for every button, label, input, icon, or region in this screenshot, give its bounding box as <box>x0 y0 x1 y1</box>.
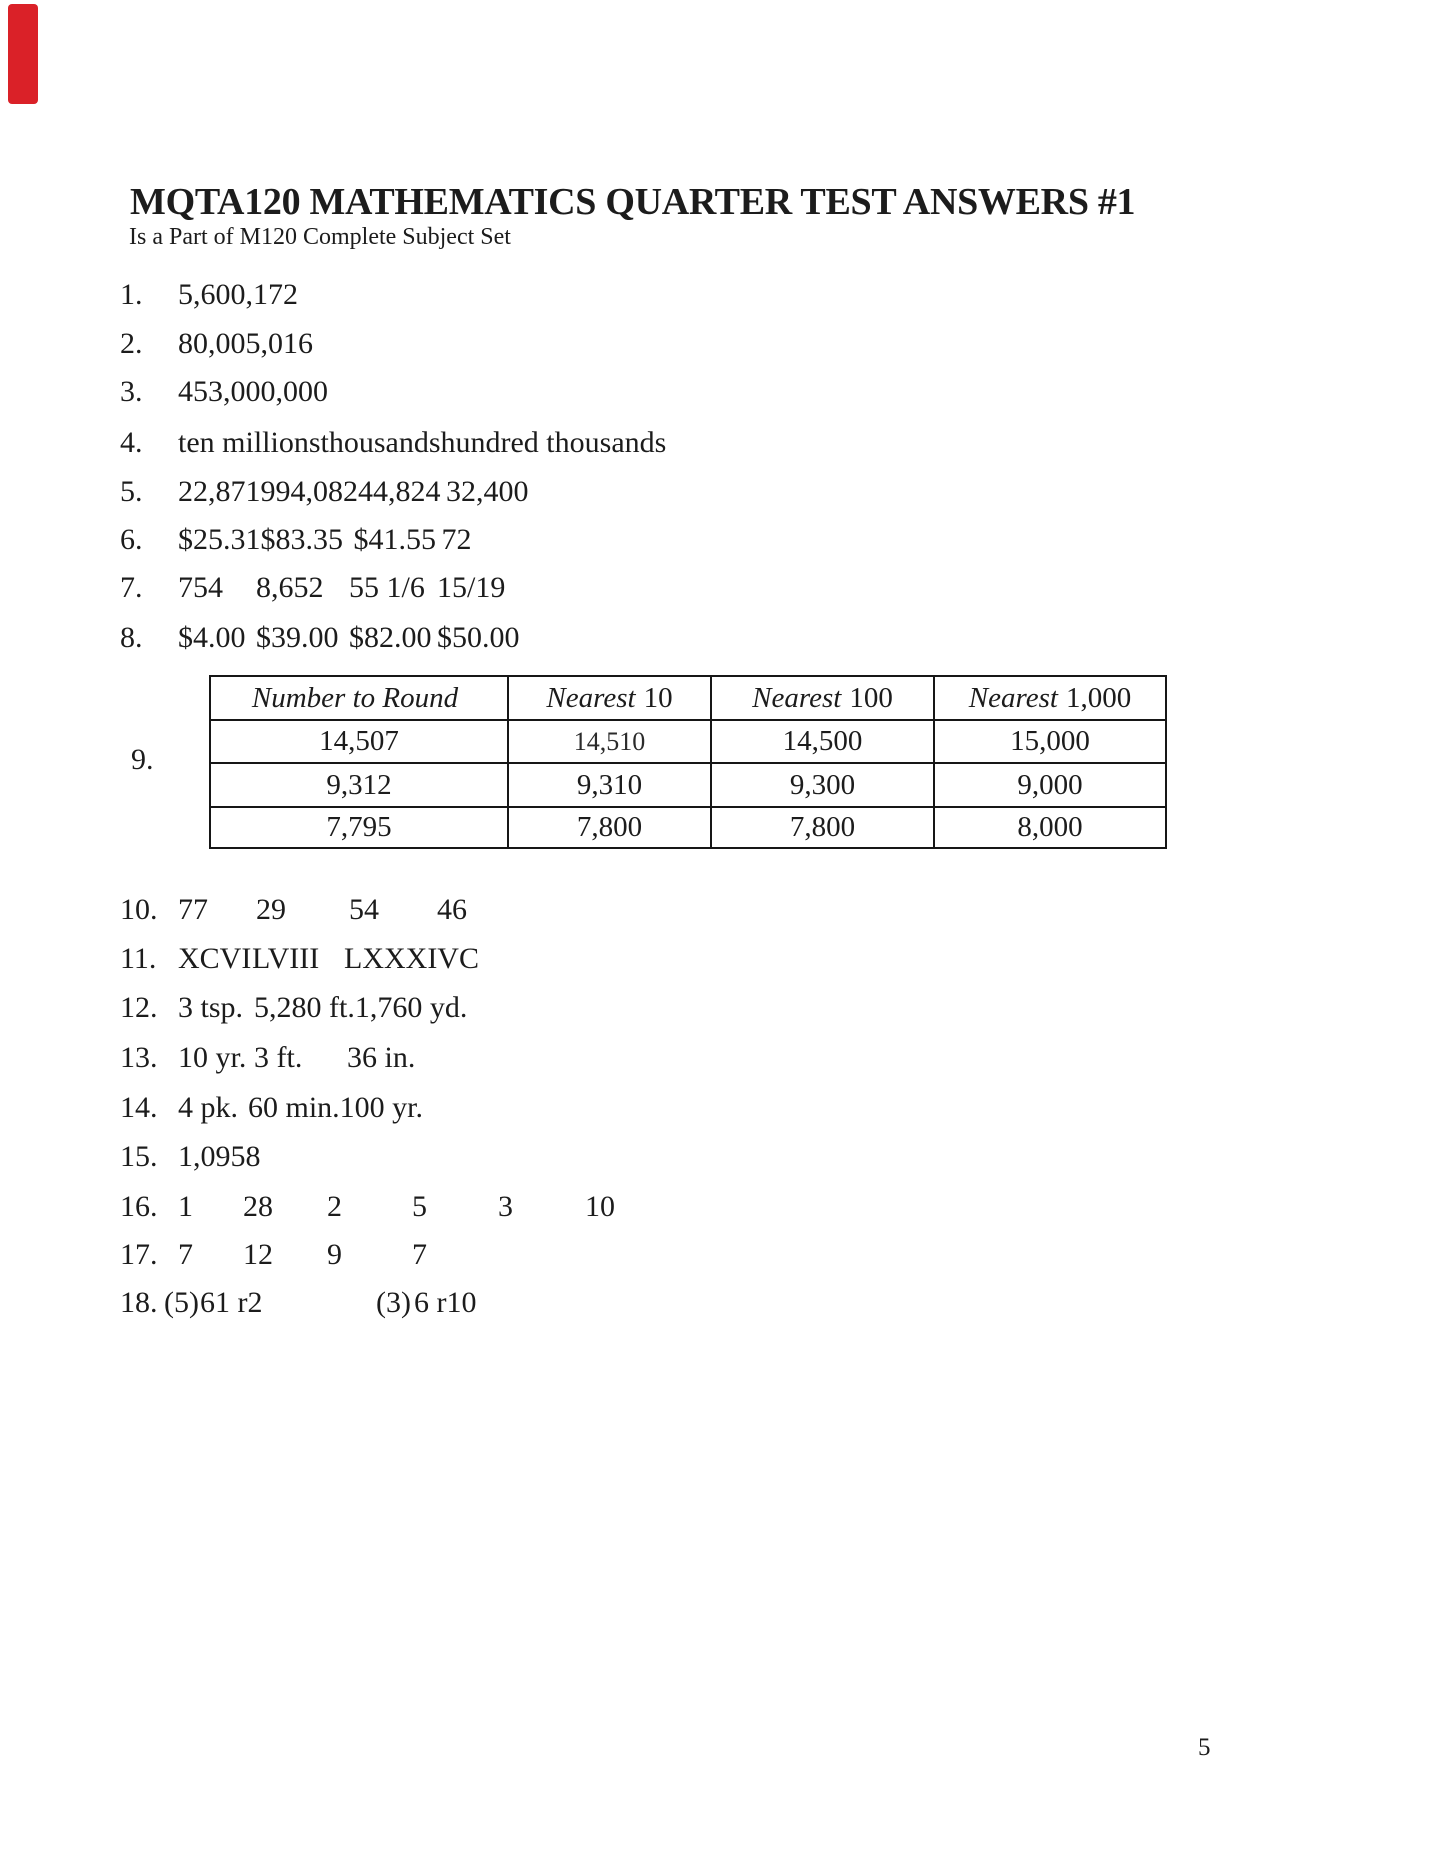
answer-value: $83.35 <box>260 523 343 556</box>
answer-value: 22,871 <box>178 475 261 508</box>
rounding-table-header: Number to Round <box>210 676 508 720</box>
answer-value: 9 <box>327 1238 342 1271</box>
answer-value: hundred thousands <box>440 426 667 459</box>
answer-value: 2 <box>327 1190 342 1223</box>
table-cell: 14,507 <box>210 720 508 763</box>
answer-value: 77 <box>178 893 208 926</box>
table-cell: 7,800 <box>508 807 711 848</box>
page-title: MQTA120 MATHEMATICS QUARTER TEST ANSWERS #1 <box>130 181 1136 223</box>
answer-row-5 <box>120 468 529 516</box>
table-cell: 7,800 <box>711 807 934 848</box>
answer-value: XCVI <box>178 942 252 975</box>
answer-number: 4. <box>120 426 143 459</box>
answer-value: 1,095 <box>178 1140 246 1173</box>
answer-value: 36 in. <box>347 1041 416 1074</box>
answer-number: 13. <box>120 1041 158 1074</box>
answer-value: 61 r2 <box>200 1286 263 1319</box>
answer-row-18 <box>120 1279 477 1327</box>
rounding-table-row <box>210 720 1166 763</box>
table-cell: 9,310 <box>508 763 711 807</box>
answer-row-11 <box>120 935 479 983</box>
answer-value: 32,400 <box>446 475 529 508</box>
answer-value: 994,082 <box>260 475 358 508</box>
rounding-table-row <box>210 763 1166 807</box>
answer-row-15 <box>120 1133 261 1181</box>
answer-value: 8,652 <box>256 571 324 604</box>
answer-row-1 <box>120 271 298 319</box>
answer-value: 10 yr. <box>178 1041 247 1074</box>
table-cell: 14,500 <box>711 720 934 763</box>
answer-row-14 <box>120 1084 423 1132</box>
rounding-table <box>209 675 1167 849</box>
answer-number: 5. <box>120 475 143 508</box>
answer-row-8 <box>120 614 520 662</box>
answer-value: LVIII <box>252 942 320 975</box>
answer-row-9-label <box>131 736 189 784</box>
answer-value: 6 r10 <box>414 1286 477 1319</box>
answer-row-6 <box>120 516 472 564</box>
answer-number: 16. <box>120 1190 158 1223</box>
answer-number: 15. <box>120 1140 158 1173</box>
answer-number: 7. <box>120 571 143 604</box>
answer-value: 7 <box>178 1238 193 1271</box>
page-number: 5 <box>1198 1734 1211 1761</box>
answer-number: 12. <box>120 991 158 1024</box>
answer-number: 8. <box>120 621 143 654</box>
answer-number: 17. <box>120 1238 158 1271</box>
answer-row-16 <box>120 1183 615 1231</box>
answer-value: (5) <box>164 1286 199 1319</box>
answer-value: $82.00 <box>349 621 432 654</box>
answer-value: 55 1/6 <box>349 571 425 604</box>
answer-number: 6. <box>120 523 143 556</box>
answer-value: 453,000,000 <box>178 375 328 408</box>
answer-value: 1,760 yd. <box>354 991 468 1024</box>
answer-number: 10. <box>120 893 158 926</box>
answer-value: C <box>458 942 479 975</box>
answer-value: 10 <box>585 1190 615 1223</box>
answer-row-13 <box>120 1034 415 1082</box>
answer-number: 14. <box>120 1091 158 1124</box>
answer-row-10 <box>120 886 467 934</box>
rounding-table-header: Nearest 1,000 <box>934 676 1166 720</box>
answer-value: 60 min. <box>248 1091 340 1124</box>
answer-value: $50.00 <box>437 621 520 654</box>
table-cell: 15,000 <box>934 720 1166 763</box>
answer-value: 72 <box>441 523 472 556</box>
answer-row-2 <box>120 320 313 368</box>
answer-value: 5,280 ft. <box>254 991 355 1024</box>
answer-value: (3) <box>376 1286 411 1319</box>
answer-row-12 <box>120 984 467 1032</box>
table-cell: 9,000 <box>934 763 1166 807</box>
answer-value: $39.00 <box>256 621 339 654</box>
rounding-table-row <box>210 807 1166 848</box>
answer-value: thousands <box>320 426 441 459</box>
answer-value: ten millions <box>178 426 321 459</box>
answer-number: 9. <box>131 743 154 776</box>
rounding-table-header: Nearest 10 <box>508 676 711 720</box>
answer-value: 46 <box>437 893 467 926</box>
answer-value: 3 ft. <box>254 1041 303 1074</box>
answer-value: 54 <box>349 893 379 926</box>
rounding-table-header-row <box>210 676 1166 720</box>
table-cell: 8,000 <box>934 807 1166 848</box>
answer-value: 3 tsp. <box>178 991 244 1024</box>
answer-value: LXXXIV <box>344 942 459 975</box>
table-cell: 9,312 <box>210 763 508 807</box>
answer-value: 100 yr. <box>339 1091 424 1124</box>
answer-value: 29 <box>256 893 286 926</box>
answer-value: 15/19 <box>437 571 506 604</box>
answer-row-7 <box>120 564 505 612</box>
answer-value: 44,824 <box>358 475 441 508</box>
red-edge-mark <box>8 4 38 104</box>
answer-number: 3. <box>120 375 143 408</box>
answer-value: 1 <box>178 1190 193 1223</box>
answer-value: 5,600,172 <box>178 278 298 311</box>
answer-number: 2. <box>120 327 143 360</box>
answer-value: 4 pk. <box>178 1091 238 1124</box>
rounding-table-header: Nearest 100 <box>711 676 934 720</box>
answer-value: 7 <box>412 1238 427 1271</box>
page-subtitle: Is a Part of M120 Complete Subject Set <box>129 224 511 250</box>
answer-value: 754 <box>178 571 223 604</box>
table-cell: 14,510 <box>508 720 711 763</box>
answer-value: 5 <box>412 1190 427 1223</box>
answer-value: 28 <box>243 1190 273 1223</box>
answer-number: 1. <box>120 278 143 311</box>
answer-value: 80,005,016 <box>178 327 313 360</box>
answer-number: 18. <box>120 1286 158 1319</box>
table-cell: 9,300 <box>711 763 934 807</box>
table-cell: 7,795 <box>210 807 508 848</box>
answer-row-3 <box>120 368 328 416</box>
answer-value: 3 <box>498 1190 513 1223</box>
answer-row-4 <box>120 419 666 467</box>
answer-value: $4.00 <box>178 621 246 654</box>
answer-value: $41.55 <box>353 523 436 556</box>
answer-row-17 <box>120 1231 427 1279</box>
answer-value: $25.31 <box>178 523 261 556</box>
answer-value: 8 <box>245 1140 261 1173</box>
answer-value: 12 <box>243 1238 273 1271</box>
answer-number: 11. <box>120 942 157 975</box>
